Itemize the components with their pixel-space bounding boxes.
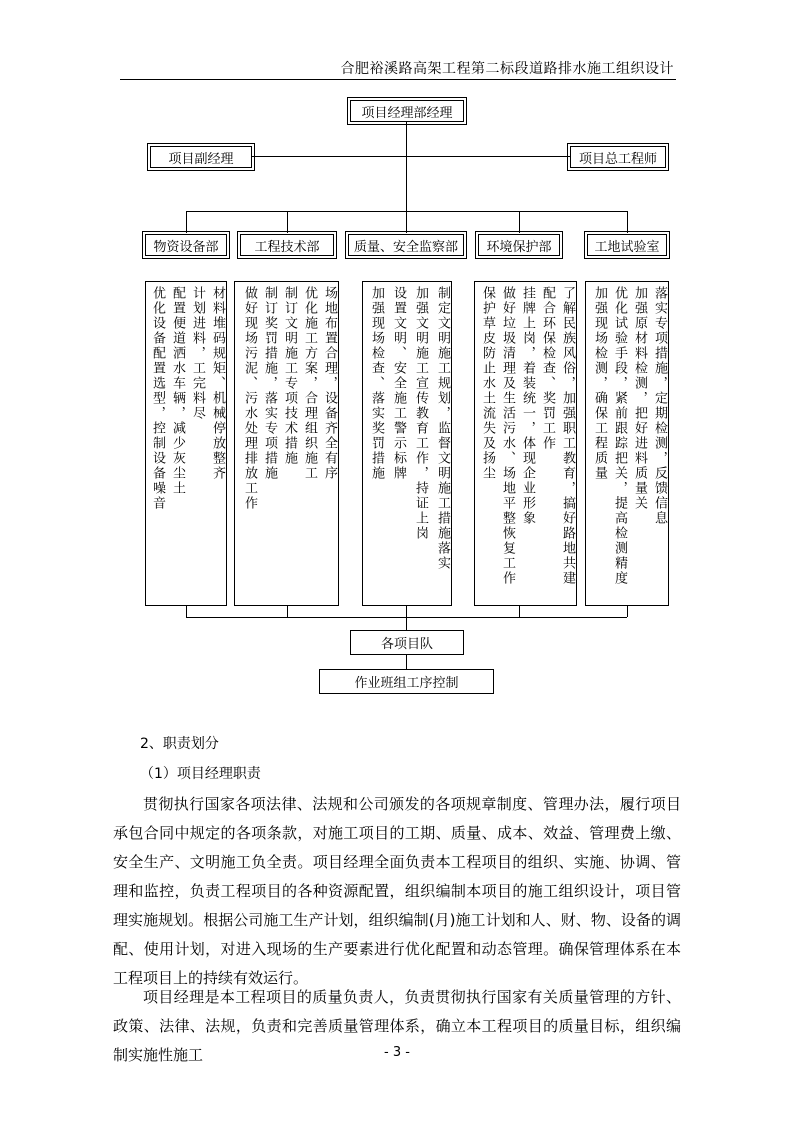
dept-box-lab: 工地试验室 — [587, 234, 667, 256]
duty-text: 计划进料，工完料尽 — [190, 286, 205, 421]
project-manager-box: 项目经理部经理 — [350, 100, 464, 122]
deputy-manager-box: 项目副经理 — [150, 146, 252, 168]
dept-box-environment: 环境保护部 — [478, 234, 560, 256]
duty-text: 落实专项措施，定期检测，反馈信息 — [652, 286, 667, 526]
connector-teams-workers — [406, 655, 407, 669]
duty-text: 材料堆码规矩、机械停放整齐 — [210, 286, 225, 481]
connector-top-vertical — [406, 121, 407, 211]
duty-text: 做好垃圾清理及生活污水、场地平整恢复工作 — [500, 286, 515, 586]
duty-text: 了解民族风俗，加强职工教育，搞好路地共建 — [560, 286, 575, 586]
duty-column-engineering — [234, 281, 339, 606]
duty-column-quality-safety — [362, 281, 452, 606]
connector-deputy-horizontal — [252, 156, 570, 157]
duty-text: 场地布置合理，设备齐全有序 — [322, 286, 337, 481]
dept-box-quality-safety: 质量、安全监察部 — [348, 234, 464, 256]
paragraph-1: 贯彻执行国家各项法律、法规和公司颁发的各项规章制度、管理办法，履行项目承包合同中规定的各项条款，对施工项目的工期、质量、成本、效益、管理费上缴、安全生产、文明施工负全责。项目经理全面负责本工程项目的组织、实施、协调、管理和监控，负责工程项目的各种资源配置，组织编制本项目的施工组织设计，项目管理实施规划。根据公司施工生产计划，组织编制(月)施工计划和人、财、物、设备的调配、使用计划，对进入现场的生产要素进行优化配置和动态管理。确保管理体系在本工程项目上的持续有效运行。 — [113, 795, 681, 987]
duty-text: 挂牌上岗，着装统一，体现企业形象 — [520, 286, 535, 526]
duty-text: 制订文明施工专项技术措施 — [282, 286, 297, 466]
page-number: - 3 - — [384, 1045, 410, 1060]
duty-text: 配置便道洒水车辆，减少灰尘土 — [170, 286, 185, 496]
duty-text: 加强现场检测，确保工程质量 — [592, 286, 607, 481]
connector-dept-4 — [519, 211, 520, 233]
dept-box-materials: 物资设备部 — [145, 234, 227, 256]
project-teams-box: 各项目队 — [350, 630, 464, 655]
connector-bottom-4 — [519, 605, 520, 617]
connector-bottom-5 — [627, 605, 628, 617]
duty-text: 加强文明施工宣传教育工作，持证上岗 — [413, 286, 428, 541]
duty-text: 加强现场检查、落实奖罚措施 — [369, 286, 384, 481]
paragraph-2: 项目经理是本工程项目的质量负责人，负责贯彻执行国家有关质量管理的方针、政策、法律、法规，负责和完善质量管理体系，确立本工程项目的质量目标，组织编制实施性施工 — [113, 988, 681, 1064]
connector-dept-2 — [287, 211, 288, 233]
connector-bottom-1 — [186, 605, 187, 617]
duty-text: 优化设备配置选型，控制设备噪音 — [150, 286, 165, 511]
duty-column-lab — [585, 281, 669, 606]
duty-text: 加强原材料检测，把好进料质量关 — [632, 286, 647, 511]
duty-column-materials — [145, 281, 227, 606]
duty-text: 配合环保检查、奖罚工作 — [540, 286, 555, 451]
duty-text: 设置文明、安全施工警示标牌 — [391, 286, 406, 481]
connector-bottom-2 — [287, 605, 288, 617]
work-groups-box: 作业班组工序控制 — [319, 669, 494, 694]
duty-text: 制订奖罚措施，落实专项措施 — [262, 286, 277, 481]
document-header-title: 合肥裕溪路高架工程第二标段道路排水施工组织设计 — [340, 61, 674, 77]
dept-box-engineering: 工程技术部 — [240, 234, 334, 256]
connector-dept-1 — [186, 211, 187, 233]
duty-text: 优化施工方案，合理组织施工 — [302, 286, 317, 481]
connector-dept-3 — [406, 211, 407, 233]
chief-engineer-box: 项目总工程师 — [570, 146, 666, 168]
subsection-heading: （1）项目经理职责 — [140, 766, 261, 782]
duty-text: 制定文明施工规划，监督文明施工措施落实 — [435, 286, 450, 571]
duty-text: 做好现场污泥、污水处理排放工作 — [242, 286, 257, 511]
duty-text: 优化试验手段，紧前跟踪把关，提高检测精度 — [612, 286, 627, 586]
connector-dept-5 — [627, 211, 628, 233]
section-heading: 2、职责划分 — [140, 736, 219, 752]
duty-text: 保护草皮防止水土流失及扬尘 — [480, 286, 495, 481]
duty-column-environment — [474, 281, 577, 606]
